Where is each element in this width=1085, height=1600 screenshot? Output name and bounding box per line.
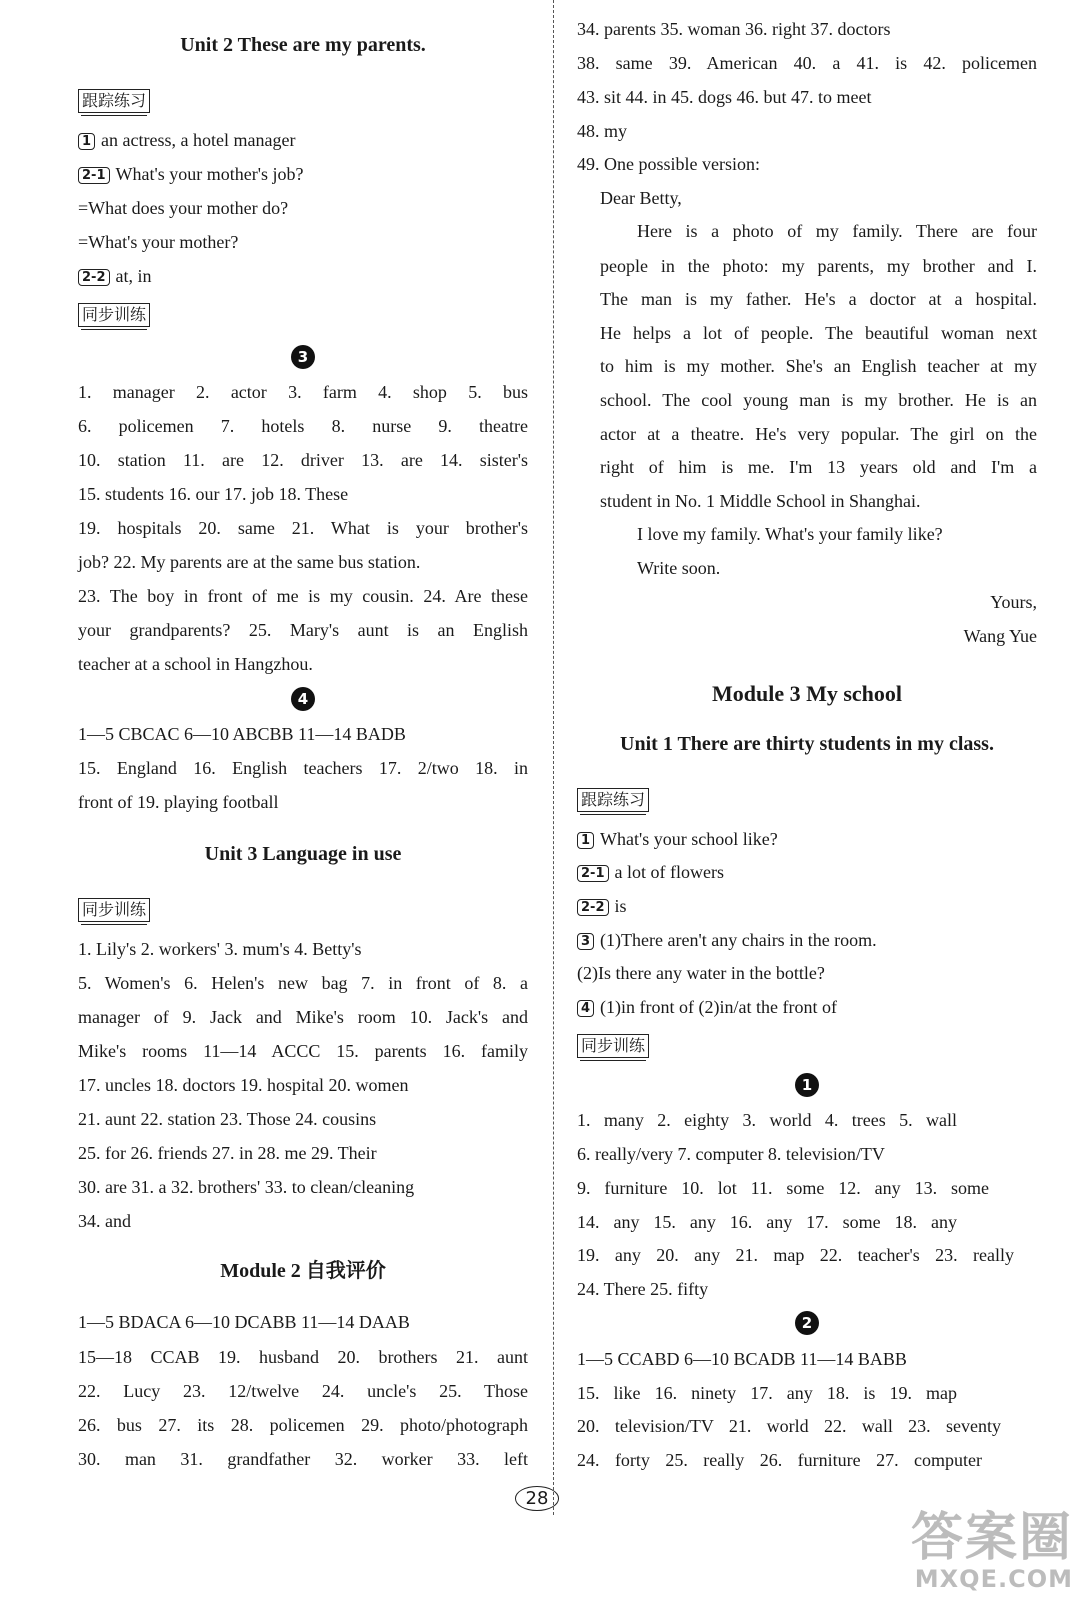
answer-line: (2)Is there any water in the bottle? [577, 963, 825, 983]
answer-line: 6. policemen 7. hotels 8. nurse 9. theatre [78, 416, 528, 436]
answer-line: 2-2 is [577, 895, 627, 917]
letter-line: right of him is me. I'm 13 years old and I'm a [600, 457, 1037, 477]
answer-line: 15. England 16. English teachers 17. 2/two 18. in [78, 758, 528, 778]
answer-line: 22. Lucy 23. 12/twelve 24. uncle's 25. Those [78, 1381, 528, 1401]
module2-evaluation-title: Module 2 自我评价 [220, 1260, 386, 1282]
answer-line: 38. same 39. American 40. a 41. is 42. policemen [577, 53, 1037, 73]
letter-signature: Wang Yue [963, 626, 1037, 646]
letter-line: The man is my father. He's a doctor at a hospital. [600, 289, 1037, 309]
answer-line: 9. furniture 10. lot 11. some 12. any 13. some [577, 1178, 989, 1198]
answer-line: 10. station 11. are 12. driver 13. are 14. sister's [78, 450, 528, 470]
answer-line: 24. There 25. fifty [577, 1279, 709, 1299]
answer-line: Mike's rooms 11—14 ACCC 15. parents 16. family [78, 1041, 528, 1061]
answer-line: 48. my [577, 121, 628, 141]
letter-line: I love my family. What's your family like? [637, 524, 943, 544]
letter-line: actor at a theatre. He's very popular. The girl on the [600, 424, 1037, 444]
answer-line: 30. are 31. a 32. brothers' 33. to clean/cleaning [78, 1177, 415, 1197]
practice-tag: 跟踪练习 [577, 788, 649, 812]
answer-line: 19. any 20. any 21. map 22. teacher's 23. really [577, 1245, 1014, 1265]
section-number: 4 [78, 687, 528, 711]
answer-line: 23. The boy in front of me is my cousin. 24. Are these [78, 586, 528, 606]
item-box: 3 [577, 933, 594, 950]
answer-line: teacher at a school in Hangzhou. [78, 654, 313, 674]
page-number: 28 [512, 1486, 562, 1516]
answer-line: 6. really/very 7. computer 8. television/TV [577, 1144, 885, 1164]
answer-line: 17. uncles 18. doctors 19. hospital 20. women [78, 1075, 409, 1095]
letter-line: Write soon. [637, 558, 721, 578]
answer-line: 4 (1)in front of (2)in/at the front of [577, 996, 837, 1018]
answer-line: 15. students 16. our 17. job 18. These [78, 484, 349, 504]
section-number: 1 [577, 1073, 1037, 1097]
item-box: 4 [577, 1000, 594, 1017]
answer-line: 2-1 a lot of flowers [577, 861, 724, 883]
section-number: 2 [577, 1311, 1037, 1335]
answer-line: 1—5 CBCAC 6—10 ABCBB 11—14 BADB [78, 724, 406, 744]
answer-line: 49. One possible version: [577, 154, 760, 174]
answer-line: 1 What's your school like? [577, 828, 778, 850]
answer-line: 5. Women's 6. Helen's new bag 7. in front of 8. a [78, 973, 528, 993]
answer-line: front of 19. playing football [78, 792, 279, 812]
answer-line: 30. man 31. grandfather 32. worker 33. left [78, 1449, 528, 1469]
answer-line: your grandparents? 25. Mary's aunt is an English [78, 620, 528, 640]
answer-line: 15. like 16. ninety 17. any 18. is 19. map [577, 1383, 957, 1403]
sync-training-tag: 同步训练 [78, 303, 150, 327]
practice-tag: 跟踪练习 [78, 89, 150, 113]
answer-line: 1—5 CCABD 6—10 BCADB 11—14 BABB [577, 1349, 907, 1369]
module3-unit1-title: Unit 1 There are thirty students in my class. [620, 733, 994, 755]
answer-line: =What does your mother do? [78, 198, 289, 218]
answer-line: job? 22. My parents are at the same bus station. [78, 552, 421, 572]
answer-line: 15—18 CCAB 19. husband 20. brothers 21. aunt [78, 1347, 528, 1367]
item-box: 1 [78, 133, 95, 150]
letter-line: people in the photo: my parents, my brother and I. [600, 256, 1037, 276]
answer-line: 20. television/TV 21. world 22. wall 23. seventy [577, 1416, 1001, 1436]
answer-line: 14. any 15. any 16. any 17. some 18. any [577, 1212, 957, 1232]
sync-training-tag: 同步训练 [78, 898, 150, 922]
answer-line: 1. many 2. eighty 3. world 4. trees 5. wall [577, 1110, 957, 1130]
watermark-logo: 答案圈 MXQE.COM [910, 1508, 1073, 1593]
letter-line: to him is my mother. She's an English teacher at my [600, 356, 1037, 376]
letter-greeting: Dear Betty, [600, 188, 682, 208]
answer-line: 26. bus 27. its 28. policemen 29. photo/photograph [78, 1415, 528, 1435]
column-divider [553, 0, 554, 1515]
answer-line: 19. hospitals 20. same 21. What is your brother's [78, 518, 528, 538]
item-box: 2-1 [577, 865, 609, 882]
letter-line: student in No. 1 Middle School in Shanghai. [600, 491, 921, 511]
answer-line: 21. aunt 22. station 23. Those 24. cousins [78, 1109, 377, 1129]
letter-line: He helps a lot of people. The beautiful woman next [600, 323, 1037, 343]
answer-line: 2-2 at, in [78, 265, 152, 287]
sync-training-tag: 同步训练 [577, 1034, 649, 1058]
answer-line: 43. sit 44. in 45. dogs 46. but 47. to meet [577, 87, 872, 107]
answer-line: 34. parents 35. woman 36. right 37. doctors [577, 19, 891, 39]
answer-line: 1. manager 2. actor 3. farm 4. shop 5. bus [78, 382, 528, 402]
item-box: 2-2 [577, 899, 609, 916]
letter-line: school. The cool young man is my brother. He is an [600, 390, 1037, 410]
item-box: 2-1 [78, 167, 110, 184]
letter-closing: Yours, [990, 592, 1037, 612]
unit3-title: Unit 3 Language in use [204, 843, 402, 865]
answer-line: 24. forty 25. really 26. furniture 27. computer [577, 1450, 982, 1470]
module3-title: Module 3 My school [711, 681, 903, 706]
answer-line: 1—5 BDACA 6—10 DCABB 11—14 DAAB [78, 1312, 410, 1332]
answer-line: 1 an actress, a hotel manager [78, 129, 295, 151]
answer-line: 1. Lily's 2. workers' 3. mum's 4. Betty's [78, 939, 362, 959]
letter-line: Here is a photo of my family. There are four [637, 221, 1037, 241]
answer-line: 3 (1)There aren't any chairs in the room. [577, 929, 877, 951]
item-box: 1 [577, 832, 594, 849]
answer-line: 25. for 26. friends 27. in 28. me 29. Their [78, 1143, 377, 1163]
answer-line: 2-1 What's your mother's job? [78, 163, 303, 185]
answer-line: 34. and [78, 1211, 131, 1231]
unit2-title: Unit 2 These are my parents. [180, 34, 426, 56]
answer-line: manager of 9. Jack and Mike's room 10. Jack's and [78, 1007, 528, 1027]
answer-line: =What's your mother? [78, 232, 239, 252]
item-box: 2-2 [78, 269, 110, 286]
section-number: 3 [78, 345, 528, 369]
